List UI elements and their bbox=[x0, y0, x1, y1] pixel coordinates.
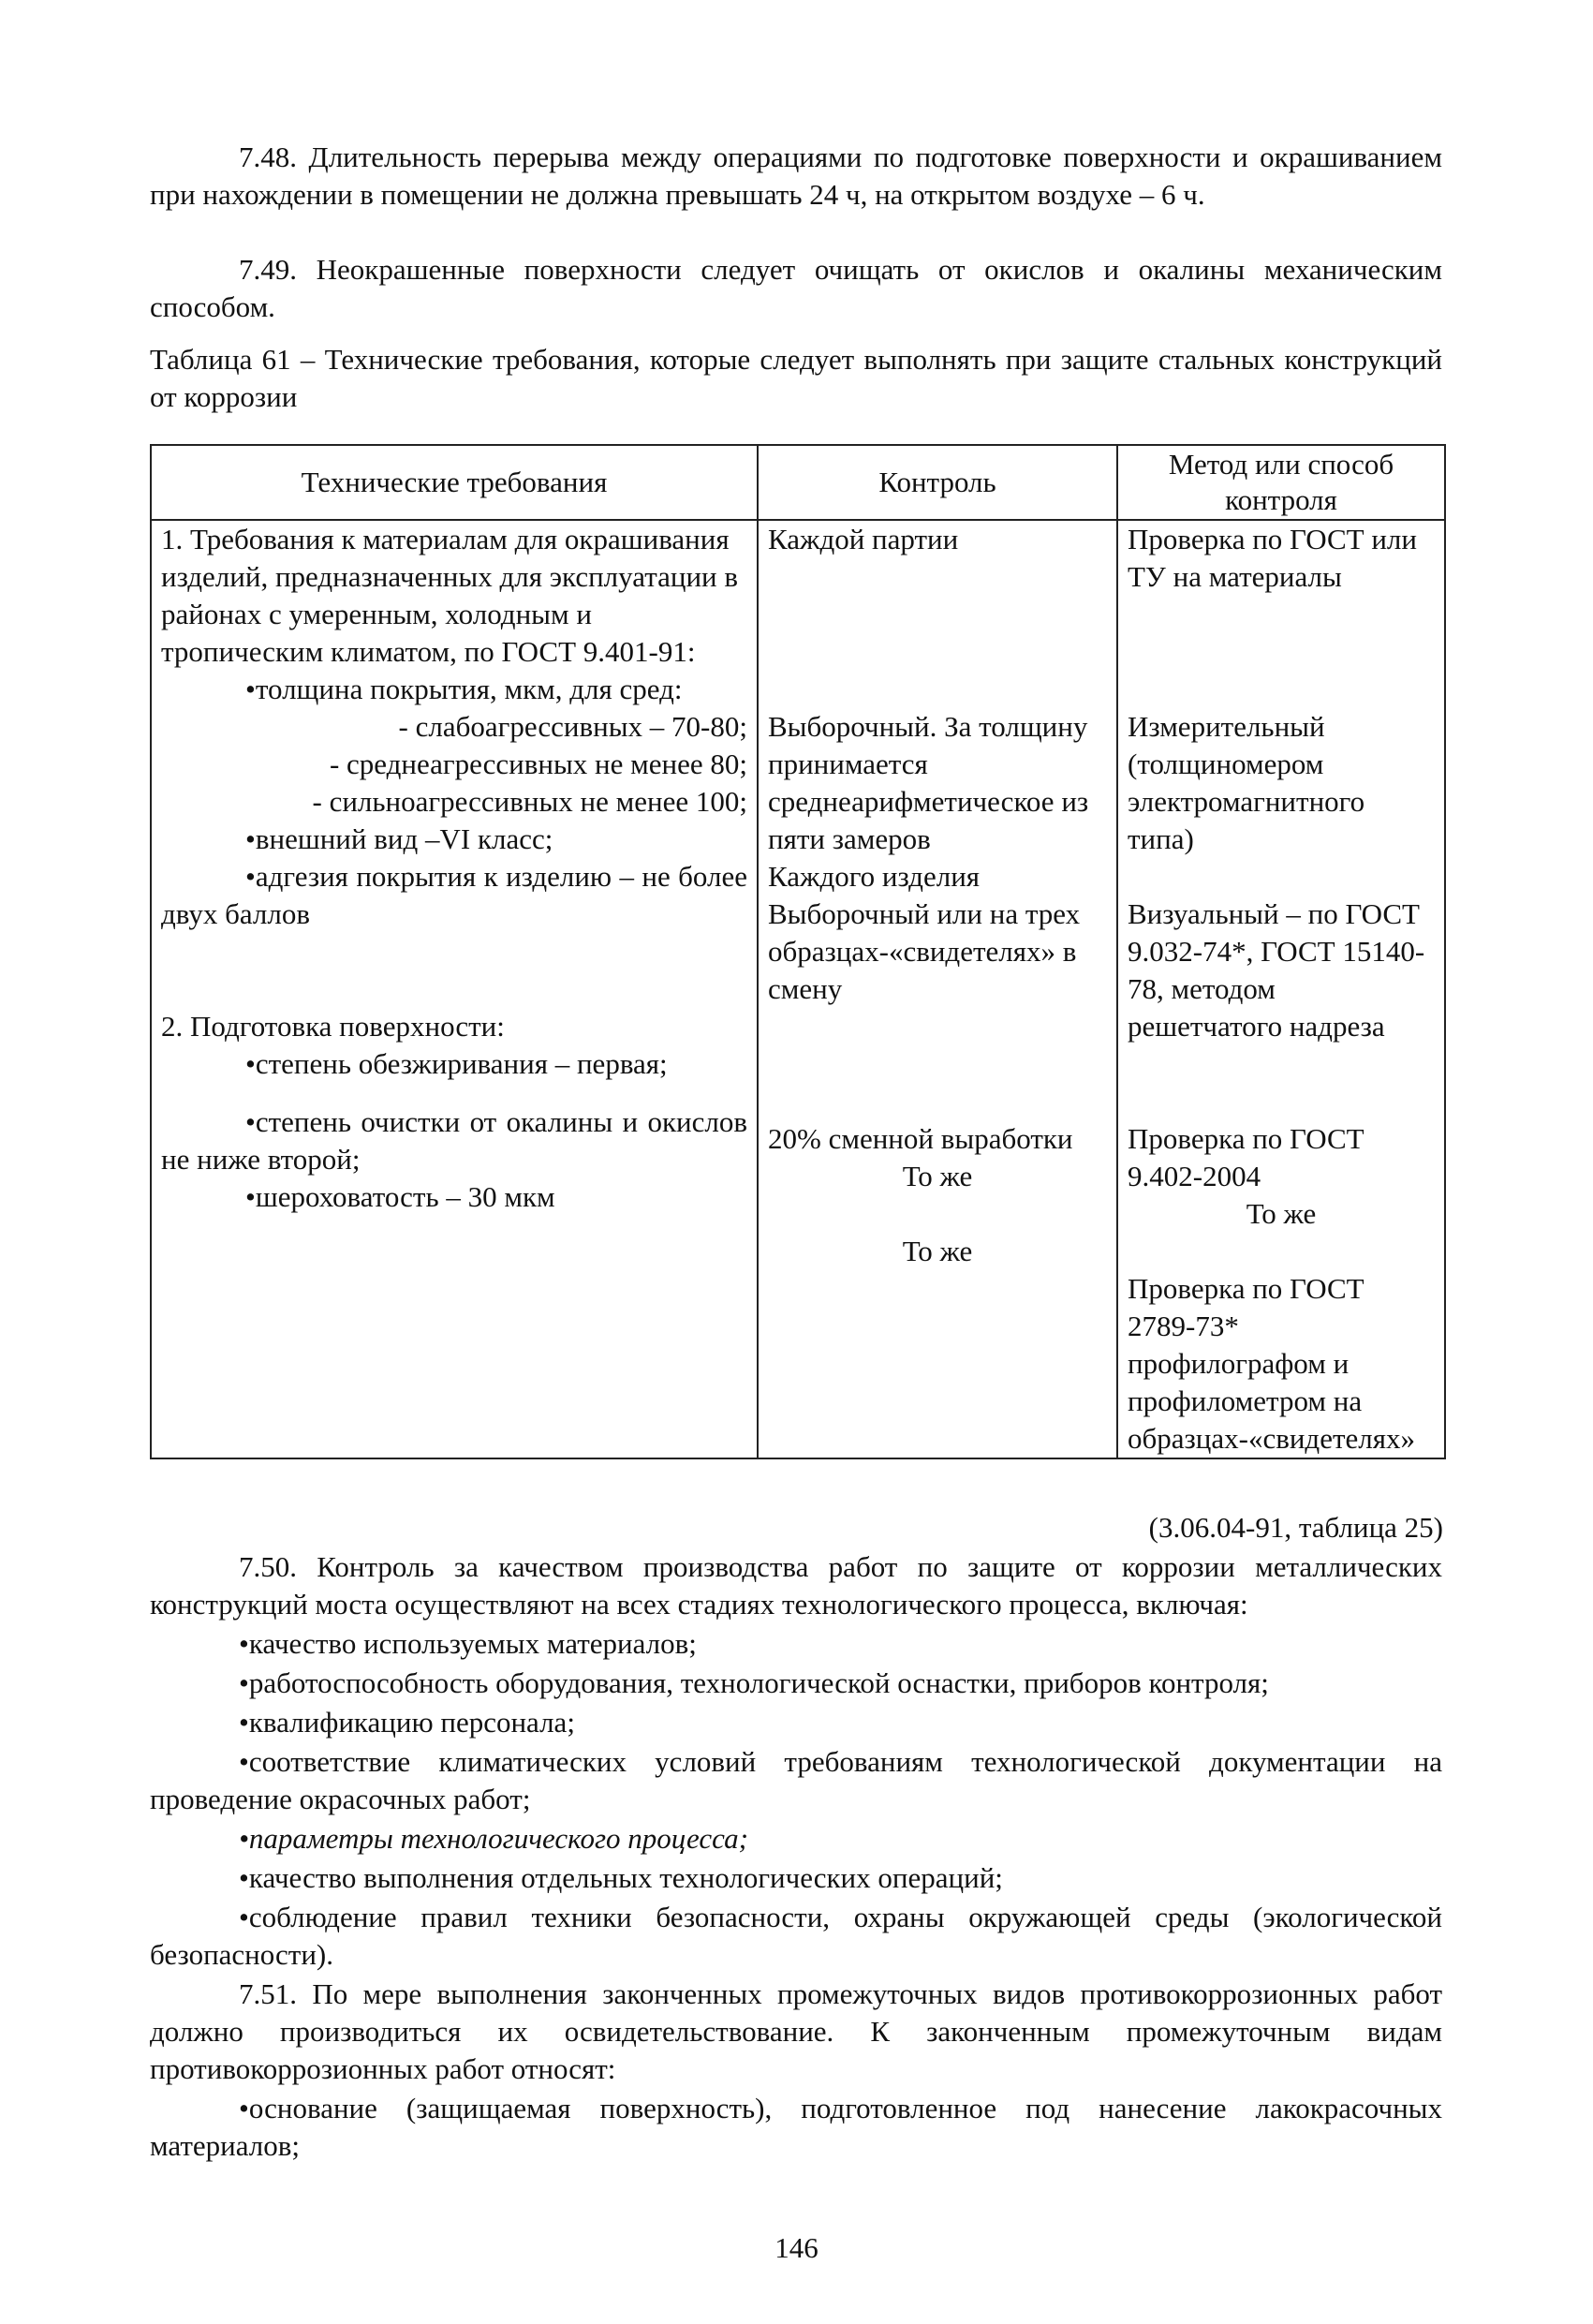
requirements-table bbox=[150, 444, 1446, 1459]
list-item-text: • соблюдение правил техники безопасности, охраны окружающей среды (экологической безопасности). bbox=[150, 1901, 1442, 1971]
header-method: Метод или способ контроля bbox=[1117, 445, 1445, 520]
source-note: (3.06.04-91, таблица 25) bbox=[1148, 1511, 1443, 1544]
req-thickness-text: • толщина покрытия, мкм, для сред: bbox=[245, 673, 683, 705]
list-item-text: • работоспособность оборудования, технологической оснастки, приборов контроля; bbox=[239, 1666, 1269, 1699]
req-adhesion bbox=[161, 858, 747, 933]
cell-method bbox=[1117, 520, 1445, 1458]
method-cleaning: То же bbox=[1246, 1197, 1317, 1230]
list-item bbox=[150, 1665, 1442, 1702]
req-appearance-text: • внешний вид –VI класс; bbox=[245, 822, 553, 855]
req-thickness-medium: - среднеагрессивных не менее 80; bbox=[329, 748, 747, 780]
paragraph-7-50: 7.50. Контроль за качеством производства работ по защите от коррозии металлических конструкций моста осуществляют на всех стадиях технологического процесса, включая: bbox=[150, 1550, 1442, 1621]
list-item-text: • качество выполнения отдельных технологических операций; bbox=[239, 1861, 1003, 1894]
list-item-text: • основание (защищаемая поверхность), подготовленное под нанесение лакокрасочных материалов; bbox=[150, 2092, 1442, 2162]
req-cleaning-text: • степень очистки от окалины и окислов не ниже второй; bbox=[161, 1105, 747, 1176]
list-item bbox=[150, 1859, 1442, 1897]
req-appearance bbox=[161, 821, 747, 858]
spacer bbox=[161, 933, 747, 1008]
header-requirements: Технические требования bbox=[151, 445, 758, 520]
cell-requirement bbox=[151, 520, 758, 1458]
table-header-row bbox=[151, 445, 1445, 520]
ctrl-appearance: Каждого изделия bbox=[768, 860, 981, 893]
list-item-text: • параметры технологического процесса; bbox=[239, 1822, 748, 1855]
req-materials: 1. Требования к материалам для окрашивания изделий, предназначенных для эксплуатации в районах с умеренным, холодным и тропическим климатом, по ГОСТ 9.401-91: bbox=[161, 523, 739, 668]
ctrl-roughness: То же bbox=[902, 1235, 973, 1267]
req-adhesion-text: • адгезия покрытия к изделию – не более двух баллов bbox=[161, 860, 747, 930]
req-degrease bbox=[161, 1045, 747, 1103]
paragraph-7-48: 7.48. Длительность перерыва между операциями по подготовке поверхности и окрашиванием при нахождении в помещении не должна превышать 24 ч, на открытом воздухе – 6 ч. bbox=[150, 141, 1442, 211]
list-item bbox=[150, 1743, 1442, 1818]
method-degrease: Проверка по ГОСТ 9.402-2004 bbox=[1128, 1122, 1364, 1192]
method-adhesion: Визуальный – по ГОСТ 9.032-74*, ГОСТ 15140-78, методом решетчатого надреза bbox=[1128, 897, 1425, 1043]
list-item bbox=[150, 2090, 1442, 2165]
ctrl-cleaning: То же bbox=[902, 1160, 973, 1192]
req-roughness bbox=[161, 1178, 747, 1216]
req-thickness-strong: - сильноагрессивных не менее 100; bbox=[312, 785, 747, 818]
list-item-text: • соответствие климатических условий требованиям технологической документации на проведение окрасочных работ; bbox=[150, 1745, 1442, 1815]
ctrl-thickness: Выборочный. За толщину принимается среднеарифметическое из пяти замеров bbox=[768, 710, 1089, 855]
list-item bbox=[150, 1820, 1442, 1858]
list-item-text: • квалификацию персонала; bbox=[239, 1706, 575, 1739]
paragraph-7-51: 7.51. По мере выполнения законченных промежуточных видов противокоррозионных работ должно производиться их освидетельствование. К законченным промежуточным видам противокоррозионных работ относят: bbox=[150, 1977, 1442, 2085]
table-row bbox=[151, 520, 1445, 1458]
ctrl-materials: Каждой партии bbox=[768, 523, 959, 555]
spacer bbox=[161, 1216, 747, 1356]
list-item bbox=[150, 1899, 1442, 1974]
req-thickness bbox=[161, 671, 747, 708]
list-item bbox=[150, 1704, 1442, 1741]
page-number: 146 bbox=[774, 2231, 819, 2264]
req-cleaning bbox=[161, 1103, 747, 1178]
ctrl-adhesion: Выборочный или на трех образцах-«свидетелях» в смену bbox=[768, 897, 1081, 1005]
method-thickness: Измерительный (толщиномером электромагнитного типа) bbox=[1128, 710, 1365, 855]
req-roughness-text: • шероховатость – 30 мкм bbox=[245, 1180, 555, 1213]
header-control: Контроль bbox=[758, 445, 1117, 520]
cell-control bbox=[758, 520, 1117, 1458]
method-materials: Проверка по ГОСТ или ТУ на материалы bbox=[1128, 523, 1417, 593]
method-roughness: Проверка по ГОСТ 2789-73* профилографом и профилометром на образцах-«свидетелях» bbox=[1128, 1272, 1416, 1455]
req-surface-prep: 2. Подготовка поверхности: bbox=[161, 1010, 505, 1043]
table-caption: Таблица 61 – Технические требования, которые следует выполнять при защите стальных конструкций от коррозии bbox=[150, 343, 1442, 413]
list-item bbox=[150, 1625, 1442, 1663]
paragraph-7-49: 7.49. Неокрашенные поверхности следует очищать от окислов и окалины механическим способом. bbox=[150, 253, 1442, 323]
list-item-text: • качество используемых материалов; bbox=[239, 1627, 697, 1660]
ctrl-degrease: 20% сменной выработки bbox=[768, 1122, 1073, 1155]
req-thickness-weak: - слабоагрессивных – 70-80; bbox=[398, 710, 747, 743]
req-degrease-text: • степень обезжиривания – первая; bbox=[245, 1047, 668, 1080]
